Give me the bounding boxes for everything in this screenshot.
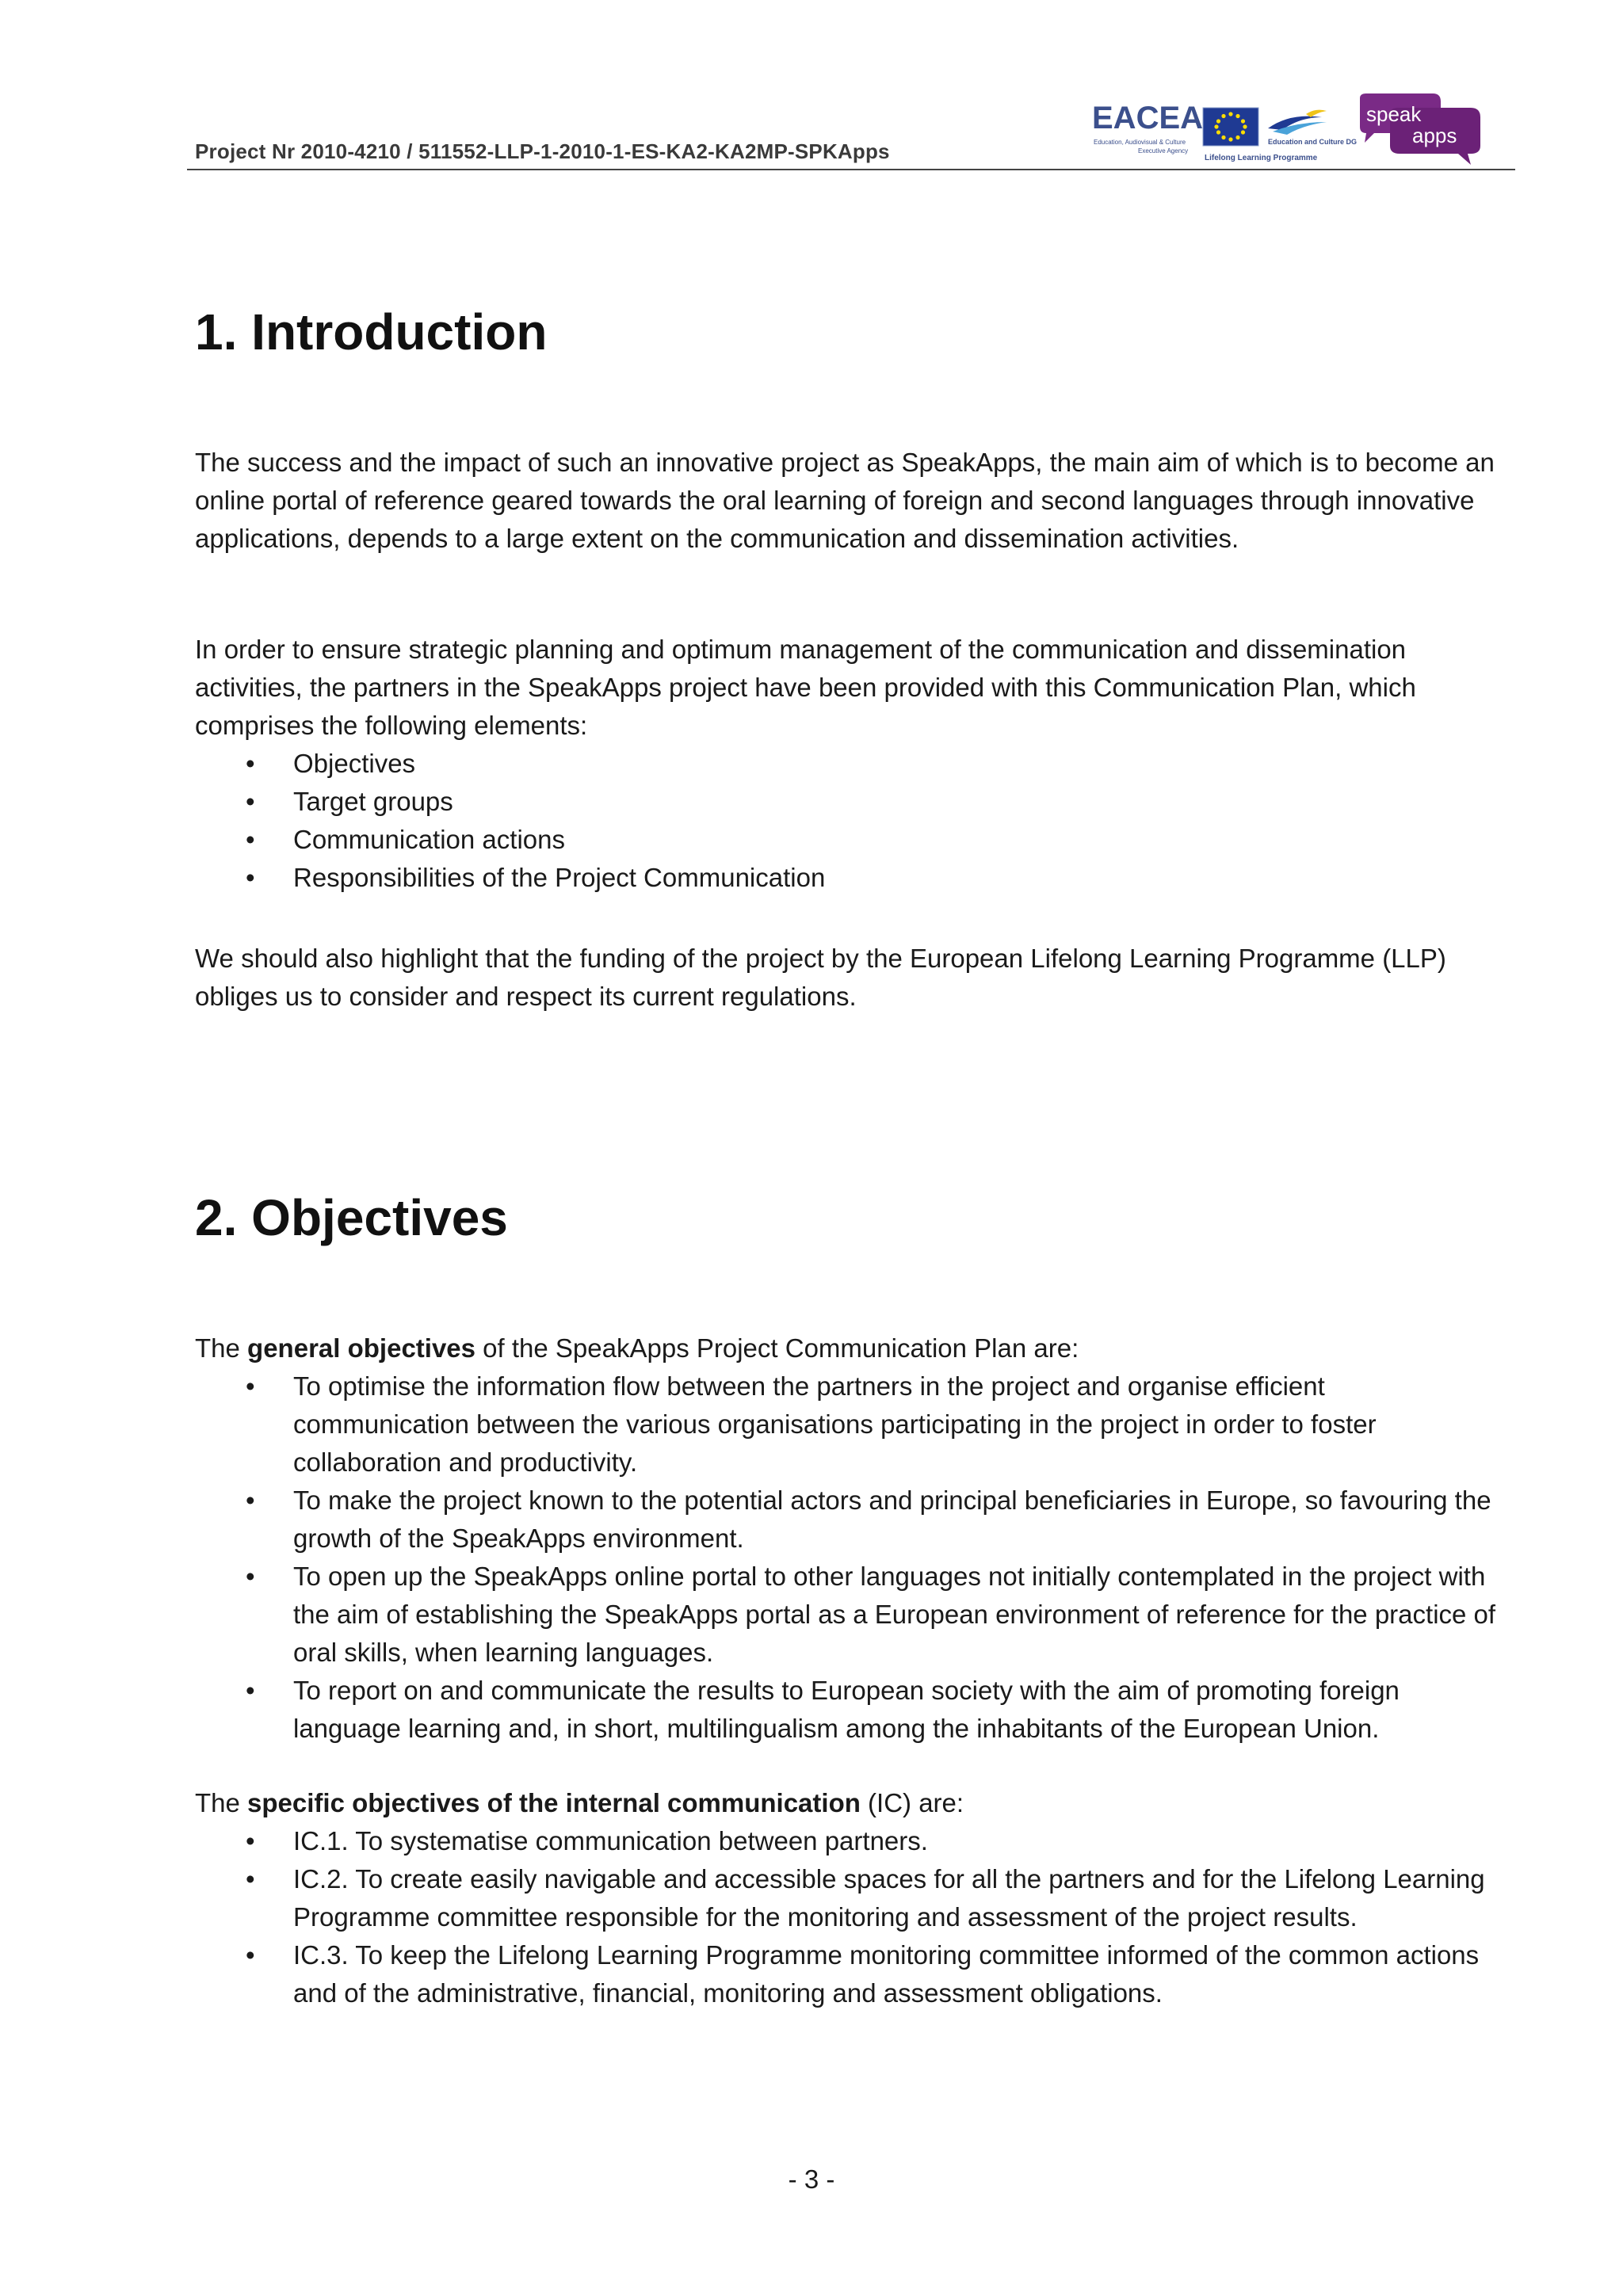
eacea-logo [1092, 101, 1203, 154]
list-item: • IC.3. To keep the Lifelong Learning Programme monitoring committee informed of the common actions and of the administrative, financial, monitoring and assessment obligations. [195, 1936, 1503, 2012]
eacea-caption-1: Education, Audiovisual & Culture [1094, 139, 1186, 146]
bullet-icon: • [246, 749, 255, 778]
llp-caption-1: Education and Culture DG [1268, 138, 1358, 146]
bullet-icon: • [246, 787, 255, 816]
page-number: - 3 - [788, 2164, 835, 2194]
specific-objectives-intro: The specific objectives of the internal communication (IC) are: [195, 1788, 964, 1817]
list-item: • Communication actions [195, 821, 1503, 859]
bullet-icon: • [246, 1562, 255, 1591]
project-reference: Project Nr 2010-4210 / 511552-LLP-1-2010-1-ES-KA2-KA2MP-SPKApps [195, 139, 890, 163]
intro-paragraph-2: In order to ensure strategic planning and optimum management of the communication and dissemination activities, the partners in the SpeakApps project have been provided with this Communication Plan, which comprises the following elements: [195, 635, 1416, 740]
bullet-icon: • [246, 1676, 255, 1705]
list-item: • To optimise the information flow between the partners in the project and organise efficient communication between the various organisations participating in the project in order to foster collaboration and productivity. [195, 1367, 1503, 1482]
llp-caption-2: Lifelong Learning Programme [1205, 154, 1318, 162]
bullet-icon: • [246, 1864, 255, 1894]
plan-elements-list [195, 745, 1503, 897]
header-logos [1092, 93, 1504, 166]
list-item: • Target groups [195, 783, 1503, 821]
intro-paragraph-1: The success and the impact of such an innovative project as SpeakApps, the main aim of which is to become an online portal of reference geared towards the oral learning of foreign and second languages through innovative applications, depends to a large extent on the communication and dissemination activities. [195, 448, 1495, 553]
eacea-mark: EACEA [1092, 101, 1204, 135]
bullet-icon: • [246, 825, 255, 854]
list-item: • Responsibilities of the Project Communication [195, 859, 1503, 897]
list-item: • To make the project known to the potential actors and principal beneficiaries in Europe, so favouring the growth of the SpeakApps environment. [195, 1482, 1503, 1558]
bullet-icon: • [246, 1486, 255, 1515]
specific-objectives-list [195, 1822, 1503, 2012]
eu-flag-icon [1203, 108, 1258, 146]
speakapps-word-1: speak [1366, 102, 1422, 126]
section-heading-objectives: 2. Objectives [195, 1189, 508, 1246]
bullet-icon: • [246, 1940, 255, 1970]
bullet-icon: • [246, 1371, 255, 1401]
intro-paragraph-3: We should also highlight that the funding of the project by the European Lifelong Learning Programme (LLP) obliges us to consider and respect its current regulations. [195, 944, 1446, 1011]
list-item: • IC.1. To systematise communication between partners. [195, 1822, 1503, 1860]
speakapps-word-2: apps [1412, 124, 1457, 147]
general-objectives-intro: The general objectives of the SpeakApps Project Communication Plan are: [195, 1333, 1079, 1363]
section-heading-introduction: 1. Introduction [195, 303, 548, 360]
list-item: • IC.2. To create easily navigable and accessible spaces for all the partners and for the Lifelong Learning Programme committee responsible for the monitoring and assessment of the project results. [195, 1860, 1503, 1936]
eacea-caption-2: Executive Agency [1138, 147, 1189, 154]
general-objectives-list [195, 1367, 1503, 1748]
list-item: • Objectives [195, 745, 1503, 783]
list-item: • To report on and communicate the results to European society with the aim of promoting foreign language learning and, in short, multilingualism among the inhabitants of the European Union. [195, 1672, 1503, 1748]
speakapps-logo [1360, 93, 1480, 165]
page-header [187, 93, 1515, 170]
bullet-icon: • [246, 1826, 255, 1855]
logo-strip [1092, 93, 1504, 166]
list-item: • To open up the SpeakApps online portal to other languages not initially contemplated in the project with the aim of establishing the SpeakApps portal as a European environment of reference for the practice of oral skills, when learning languages. [195, 1558, 1503, 1672]
bullet-icon: • [246, 863, 255, 892]
